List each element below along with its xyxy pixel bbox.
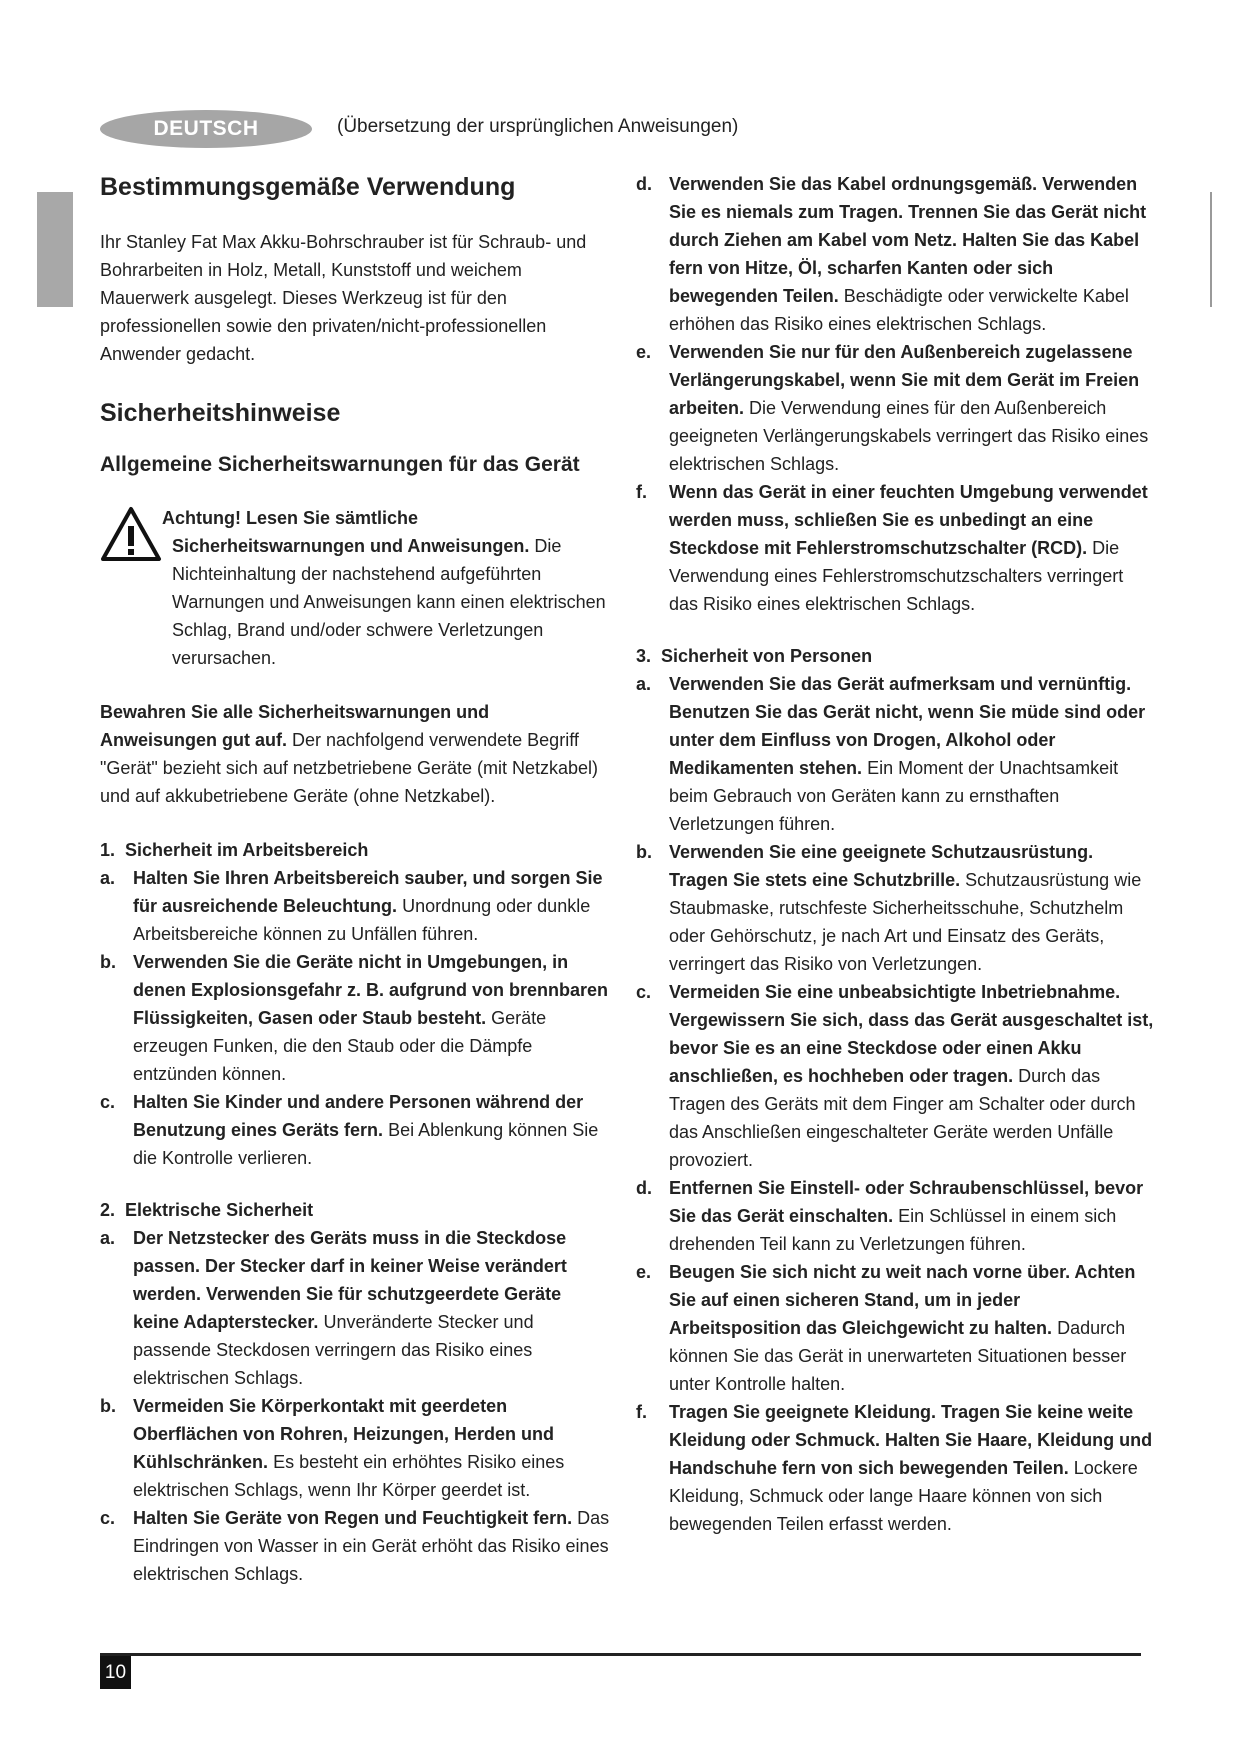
intended-use-heading: Bestimmungsgemäße Verwendung (100, 173, 516, 201)
list-item: f. Wenn das Gerät in einer feuchten Umgebung verwendet werden muss, schließen Sie es unbedingt an eine Steckdose mit Fehlerstromschutzschalter (RCD). Die Verwendung eines Fehlerstromschutzschalters verringert das Risiko eines elektrischen Schlags. (636, 482, 1148, 614)
list-item: c. Vermeiden Sie eine unbeabsichtigte Inbetriebnahme. Vergewissern Sie sich, dass das Gerät ausgeschaltet ist, bevor Sie es an eine Steckdose oder einen Akku anschließen, es hochheben oder tragen. Durch das Tragen des Geräts mit dem Finger am Schalter oder durch das Anschließen eingeschalteter Geräte werden Unfälle provoziert. (636, 982, 1154, 1170)
section-heading: 3. Sicherheit von Personen (636, 646, 873, 666)
electrical-section (100, 1196, 610, 1588)
translation-note: (Übersetzung der ursprünglichen Anweisungen) (337, 116, 739, 137)
language-badge: DEUTSCH (100, 110, 312, 148)
left-column (100, 170, 610, 1588)
keep-instructions-text: Der nachfolgend verwendete Begriff "Gerät" bezieht sich auf netzbetriebene Geräte (mit Netzkabel) und auf akkubetriebene Geräte (ohne Netzkabel). (100, 730, 599, 806)
warning-bold-line2: Sicherheitswarnungen und Anweisungen. (172, 536, 530, 556)
list-item: c. Halten Sie Geräte von Regen und Feuchtigkeit fern. Das Eindringen von Wasser in ein Gerät erhöht das Risiko eines elektrischen Schlags. (100, 1508, 610, 1584)
safety-heading: Sicherheitshinweise (100, 399, 341, 427)
general-warnings-heading: Allgemeine Sicherheitswarnungen für das Gerät (100, 453, 580, 476)
list-item: f. Tragen Sie geeignete Kleidung. Tragen Sie keine weite Kleidung oder Schmuck. Halten Sie Haare, Kleidung und Handschuhe fern von sich bewegenden Teilen. Lockere Kleidung, Schmuck oder lange Haare können von sich bewegenden Teilen erfasst werden. (636, 1402, 1153, 1534)
list-item: a. Der Netzstecker des Geräts muss in die Steckdose passen. Der Stecker darf in keiner Weise verändert werden. Verwenden Sie für schutzgeerdete Geräte keine Adapterstecker. Unveränderte Stecker und passende Steckdosen verringern das Risiko eines elektrischen Schlags. (100, 1228, 567, 1388)
warning-text: Die Nichteinhaltung der nachstehend aufgeführten Warnungen und Anweisungen kann einen elektrischen Schlag, Brand und/oder schwere Verletzungen verursachen. (172, 536, 606, 668)
list-item: b. Vermeiden Sie Körperkontakt mit geerdeten Oberflächen von Rohren, Heizungen, Herden und Kühlschränken. Es besteht ein erhöhtes Risiko eines elektrischen Schlags, wenn Ihr Körper geerdet ist. (100, 1396, 565, 1500)
keep-instructions-paragraph (100, 698, 610, 810)
list-item: c. Halten Sie Kinder und andere Personen während der Benutzung eines Geräts fern. Bei Ablenkung können Sie die Kontrolle verlieren. (100, 1092, 599, 1168)
list-item: b. Verwenden Sie eine geeignete Schutzausrüstung. Tragen Sie stets eine Schutzbrille. Schutzausrüstung wie Staubmaske, rutschfeste Sicherheitsschuhe, Schutzhelm oder Gehörschutz, je nach Art und Einsatz des Geräts, verringert das Risiko von Verletzungen. (636, 842, 1142, 974)
warning-bold-line1: Achtung! Lesen Sie sämtliche (162, 508, 419, 528)
work-area-section (100, 836, 610, 1172)
list-item: e. Verwenden Sie nur für den Außenbereich zugelassene Verlängerungskabel, wenn Sie mit dem Gerät im Freien arbeiten. Die Verwendung eines für den Außenbereich geeigneten Verlängerungskabels verringert das Risiko eines elektrischen Schlags. (636, 342, 1149, 474)
list-item: d. Entfernen Sie Einstell- oder Schraubenschlüssel, bevor Sie das Gerät einschalten. Ein Schlüssel in einem sich drehenden Teil kann zu Verletzungen führen. (636, 1178, 1144, 1254)
list-item: e. Beugen Sie sich nicht zu weit nach vorne über. Achten Sie auf einen sicheren Stand, um in jeder Arbeitsposition das Gleichgewicht zu halten. Dadurch können Sie das Gerät in unerwarteten Situationen besser unter Kontrolle halten. (636, 1262, 1136, 1394)
intended-use-text: Ihr Stanley Fat Max Akku-Bohrschrauber ist für Schraub- und Bohrarbeiten in Holz, Metall, Kunststoff und weichem Mauerwerk ausgelegt. Dieses Werkzeug ist für den professionellen sowie den privaten/nicht-professionellen Anwender gedacht. (100, 232, 587, 364)
warning-block (100, 504, 610, 672)
right-edge-marker (1210, 192, 1212, 307)
list-item: a. Halten Sie Ihren Arbeitsbereich sauber, und sorgen Sie für ausreichende Beleuchtung. Unordnung oder dunkle Arbeitsbereiche können zu Unfällen führen. (100, 868, 603, 944)
section-heading: 1. Sicherheit im Arbeitsbereich (100, 840, 369, 860)
right-column (636, 170, 1156, 1538)
list-item: d. Verwenden Sie das Kabel ordnungsgemäß. Verwenden Sie es niemals zum Tragen. Trennen Sie das Gerät nicht durch Ziehen am Kabel vom Netz. Halten Sie das Kabel fern von Hitze, Öl, scharfen Kanten oder sich bewegenden Teilen. Beschädigte oder verwickelte Kabel erhöhen das Risiko eines elektrischen Schlags. (636, 174, 1147, 334)
list-item: b. Verwenden Sie die Geräte nicht in Umgebungen, in denen Explosionsgefahr z. B. aufgrund von brennbaren Flüssigkeiten, Gasen oder Staub besteht. Geräte erzeugen Funken, die den Staub oder die Dämpfe entzünden können. (100, 952, 609, 1084)
page-number: 10 (100, 1656, 131, 1689)
warning-triangle-icon (100, 506, 162, 562)
electrical-section-continued (636, 170, 1156, 618)
list-item: a. Verwenden Sie das Gerät aufmerksam und vernünftig. Benutzen Sie das Gerät nicht, wenn Sie müde sind oder unter dem Einfluss von Drogen, Alkohol oder Medikamenten stehen. Ein Moment der Unachtsamkeit beim Gebrauch von Geräten kann zu ernsthaften Verletzungen führen. (636, 674, 1146, 834)
side-tab-marker (37, 192, 73, 307)
footer-rule (100, 1653, 1141, 1656)
personal-safety-section (636, 642, 1156, 1538)
section-heading: 2. Elektrische Sicherheit (100, 1200, 314, 1220)
keep-instructions-bold: Bewahren Sie alle Sicherheitswarnungen und Anweisungen gut auf. (100, 702, 490, 750)
